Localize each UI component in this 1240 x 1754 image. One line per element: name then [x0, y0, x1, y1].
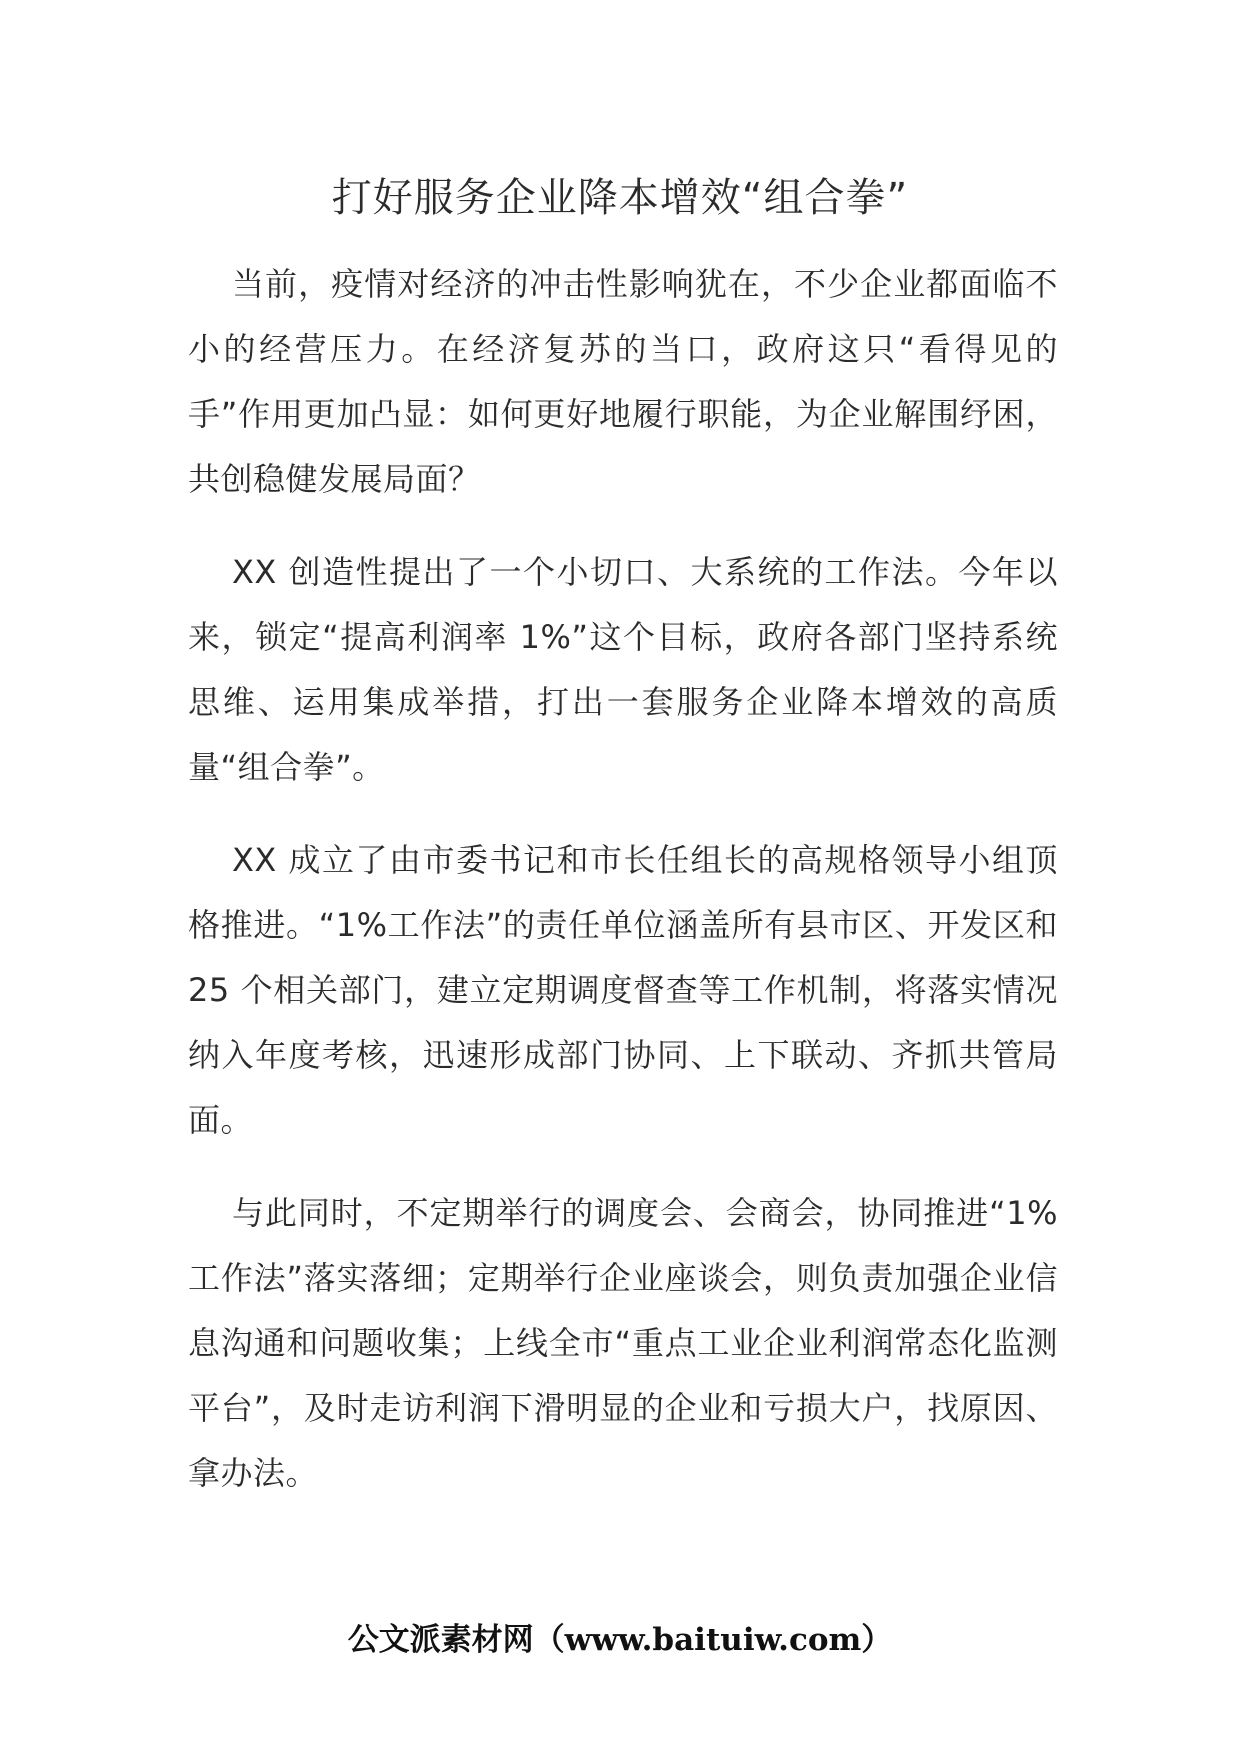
document-title: 打好服务企业降本增效“组合拳”	[331, 175, 909, 221]
paragraph-4: 与此同时，不定期举行的调度会、会商会，协同推进“1%工作法”落实落细；定期举行企业座谈会，则负责加强企业信息沟通和问题收集；上线全市“重点工业企业利润常态化监测平台”，及时走访利润下滑明显的企业和亏损大户，找原因、拿办法。	[188, 1194, 1058, 1492]
paragraph-1: 当前，疫情对经济的冲击性影响犹在，不少企业都面临不小的经营压力。在经济复苏的当口，政府这只“看得见的手”作用更加凸显：如何更好地履行职能，为企业解围纾困，共创稳健发展局面？	[188, 265, 1058, 498]
footer-source-link[interactable]: 公文派素材网（www.baituiw.com）	[347, 1622, 893, 1658]
paragraph-2: XX 创造性提出了一个小切口、大系统的工作法。今年以来，锁定“提高利润率 1%”这个目标，政府各部门坚持系统思维、运用集成举措，打出一套服务企业降本增效的高质量“组合拳”。	[188, 553, 1058, 786]
paragraph-3: XX 成立了由市委书记和市长任组长的高规格领导小组顶格推进。“1%工作法”的责任单位涵盖所有县市区、开发区和 25 个相关部门，建立定期调度督查等工作机制，将落实情况纳入年度考核，迅速形成部门协同、上下联动、齐抓共管局面。	[188, 841, 1058, 1139]
document-body	[188, 252, 1058, 1534]
